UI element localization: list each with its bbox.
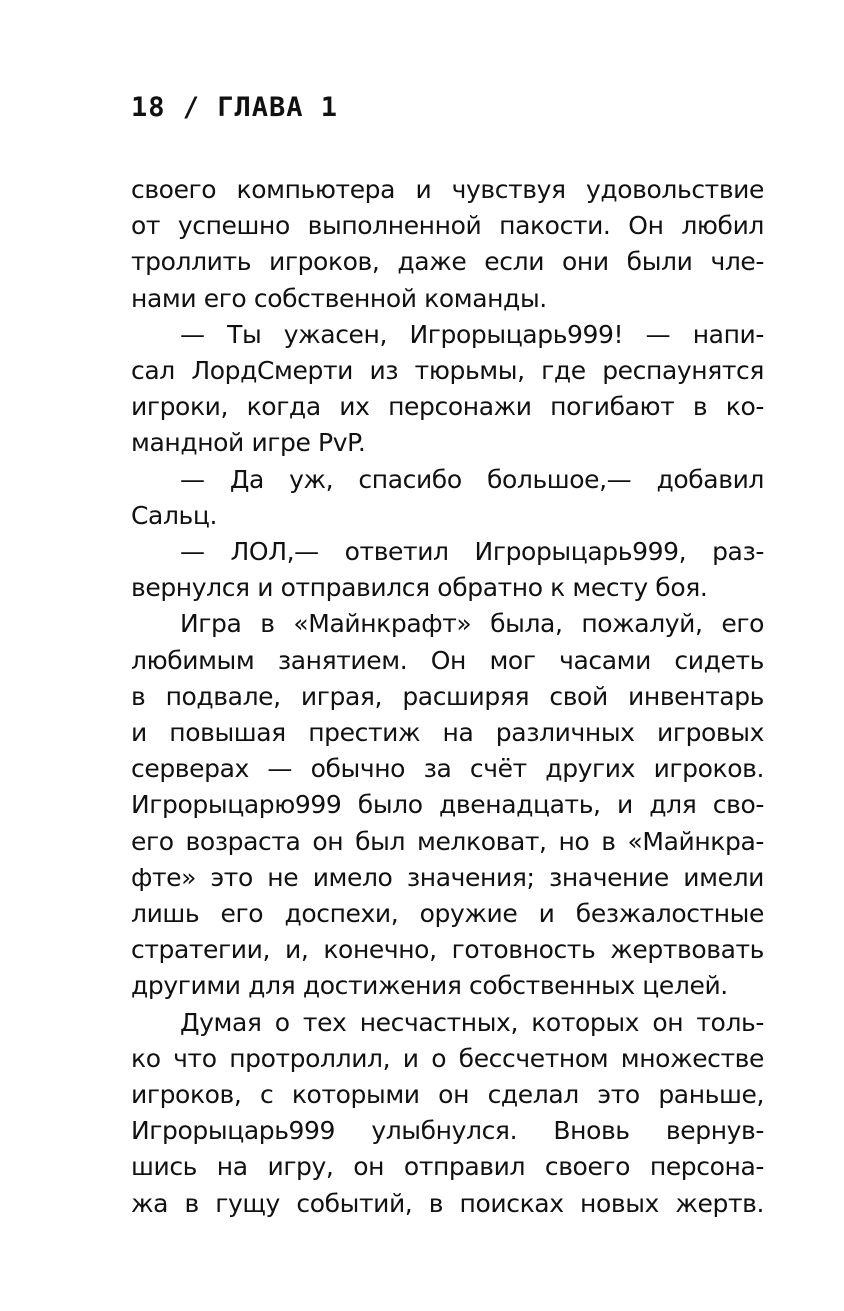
text-line: Игрорыцарю999 было двенадцать, и для сво- xyxy=(131,790,764,820)
text-line: лишь его доспехи, оружие и безжалостные xyxy=(131,899,764,929)
text-line: любимым занятием. Он мог часами сидеть xyxy=(131,645,764,675)
text-line: Сальц. xyxy=(131,500,218,530)
text-line: в подвале, играя, расширяя свой инвентарь xyxy=(131,681,764,711)
text-line: нами его собственной команды. xyxy=(131,283,547,313)
text-line: жа в гущу событий, в поисках новых жертв. xyxy=(131,1188,764,1218)
text-line: сал ЛордСмерти из тюрьмы, где респаунятся xyxy=(131,356,764,386)
text-line: его возраста он был мелковат, но в «Майнкра- xyxy=(131,826,764,856)
text-line: от успешно выполненной пакости. Он любил xyxy=(131,211,764,241)
text-line: фте» это не имело значения; значение имели xyxy=(131,862,764,892)
text-line: Игра в «Майнкрафт» была, пожалуй, его xyxy=(180,609,764,639)
text-line: игроки, когда их персонажи погибают в ко- xyxy=(131,392,764,422)
text-line: другими для достижения собственных целей. xyxy=(131,971,728,1001)
body-text xyxy=(131,172,764,1222)
text-line: Игрорыцарь999 улыбнулся. Вновь вернув- xyxy=(131,1116,764,1146)
text-line: своего компьютера и чувствуя удовольствие xyxy=(131,175,764,204)
text-line: игроков, с которыми он сделал это раньше, xyxy=(131,1080,764,1110)
text-line: серверах — обычно за счёт других игроков. xyxy=(131,754,764,784)
text-line: — Да уж, спасибо большое,— добавил xyxy=(180,464,764,494)
text-line: и повышая престиж на различных игровых xyxy=(131,718,764,748)
text-line: вернулся и отправился обратно к месту боя. xyxy=(131,573,708,603)
text-line: — ЛОЛ,— ответил Игрорыцарь999, раз- xyxy=(180,537,764,567)
text-line: Думая о тех несчастных, которых он толь- xyxy=(180,1007,764,1037)
text-line: — Ты ужасен, Игрорыцарь999! — напи- xyxy=(180,319,764,349)
text-line: мандной игре PvP. xyxy=(131,428,366,458)
text-line: стратегии, и, конечно, готовность жертвовать xyxy=(131,935,764,965)
text-line: троллить игроков, даже если они были чле- xyxy=(131,247,764,277)
running-head: 18 / ГЛАВА 1 xyxy=(131,92,339,123)
text-line: шись на игру, он отправил своего персона- xyxy=(131,1152,764,1182)
text-line: ко что протроллил, и о бессчетном множестве xyxy=(131,1043,764,1073)
